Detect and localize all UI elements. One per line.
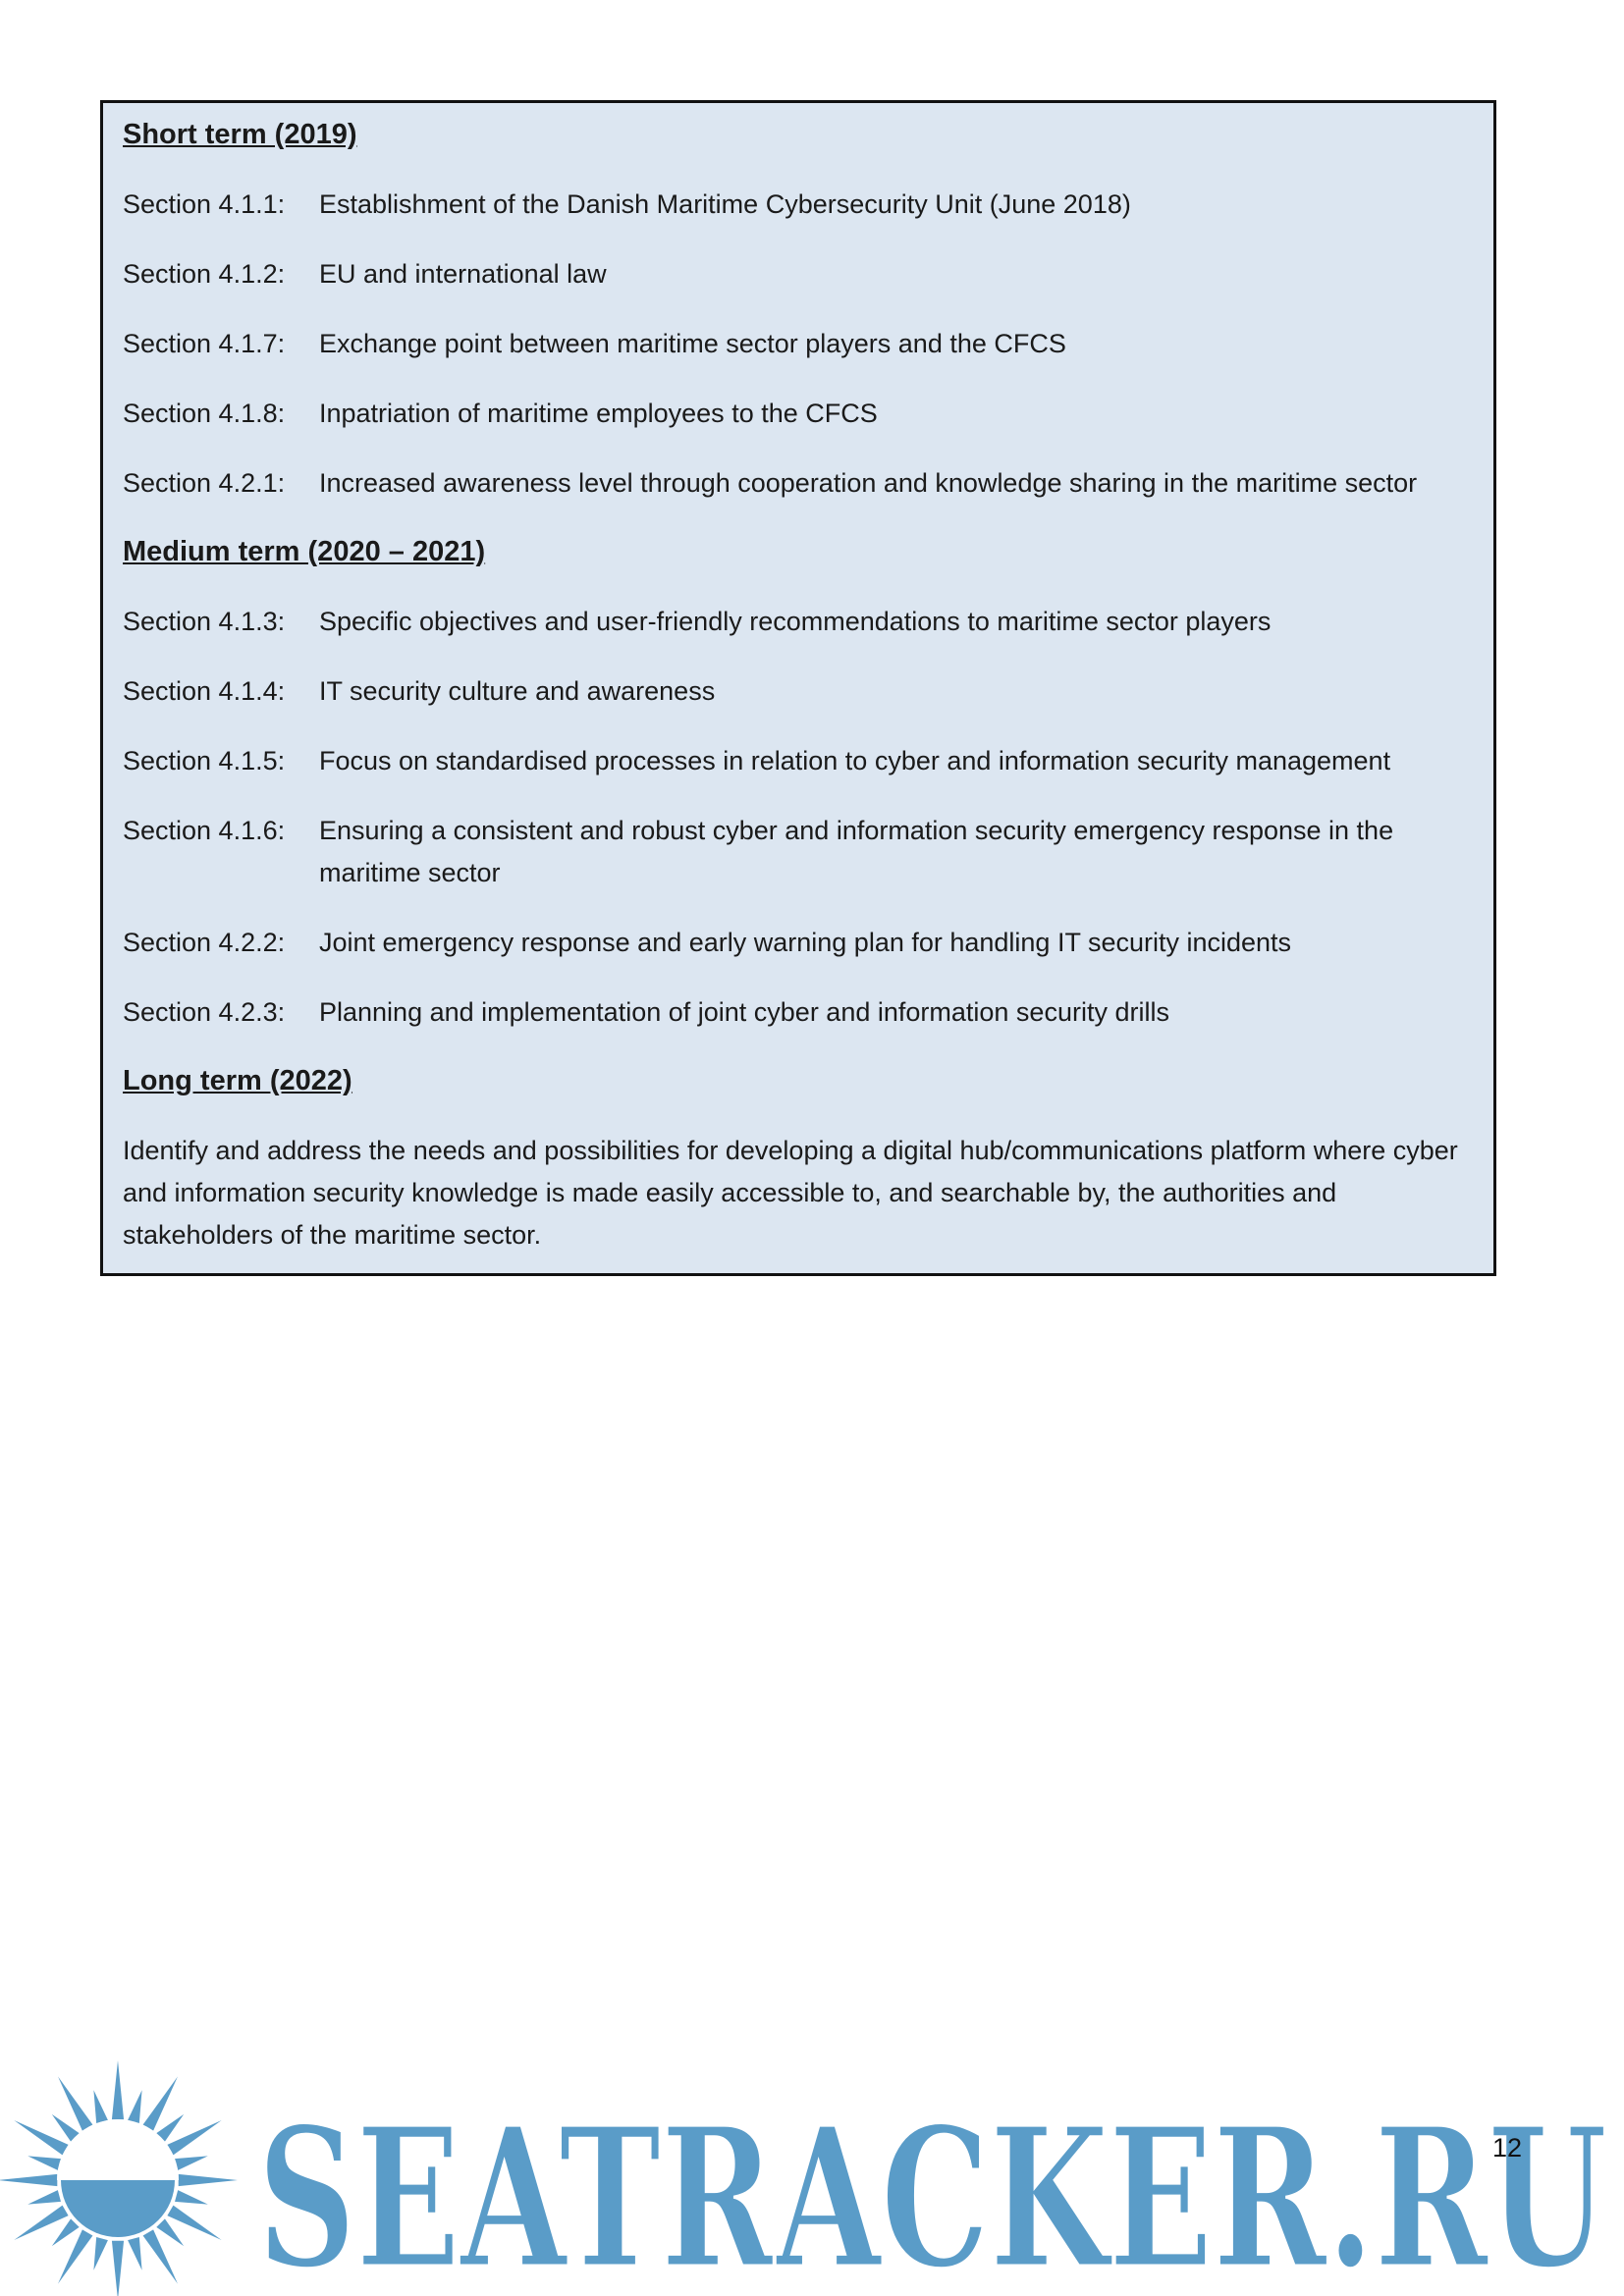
medium-term-item bbox=[123, 740, 1474, 782]
section-number: Section 4.1.8: bbox=[123, 399, 286, 428]
sun-ray bbox=[27, 2156, 61, 2169]
section-text: EU and international law bbox=[319, 259, 607, 289]
short-term-item bbox=[123, 393, 1474, 435]
section-number: Section 4.1.1: bbox=[123, 189, 286, 219]
medium-term-item bbox=[123, 670, 1474, 713]
sun-ray bbox=[156, 2218, 184, 2246]
section-text: Joint emergency response and early warning plan for handling IT security incidents bbox=[319, 928, 1292, 957]
long-term-paragraph: Identify and address the needs and possibilities for developing a digital hub/communications platform where cyber and information security knowledge is made easily accessible to, and searchable by, the authorities and stakeholders of the maritime sector. bbox=[123, 1136, 1458, 1250]
section-number: Section 4.1.5: bbox=[123, 746, 286, 775]
sun-ray bbox=[175, 2190, 208, 2204]
short-term-item bbox=[123, 462, 1474, 505]
medium-term-item bbox=[123, 810, 1474, 894]
sun-ray bbox=[175, 2156, 208, 2169]
sun-ray bbox=[112, 2241, 124, 2296]
section-text: Ensuring a consistent and robust cyber and information security emergency response in the maritime sector bbox=[319, 816, 1394, 887]
section-text: Exchange point between maritime sector players and the CFCS bbox=[319, 329, 1066, 358]
long-term-heading: Long term (2022) bbox=[123, 1065, 352, 1096]
sun-ray bbox=[128, 2090, 141, 2123]
sun-icon bbox=[0, 2060, 238, 2296]
short-term-item bbox=[123, 184, 1474, 226]
section-number: Section 4.1.4: bbox=[123, 676, 286, 706]
short-term-heading: Short term (2019) bbox=[123, 119, 357, 150]
section-text: Establishment of the Danish Maritime Cybersecurity Unit (June 2018) bbox=[319, 189, 1131, 219]
section-number: Section 4.1.3: bbox=[123, 607, 286, 636]
sun-ray bbox=[52, 2218, 80, 2246]
section-text: Increased awareness level through cooperation and knowledge sharing in the maritime sector bbox=[319, 468, 1418, 498]
medium-term-heading: Medium term (2020 – 2021) bbox=[123, 536, 486, 567]
sun-ray bbox=[93, 2090, 107, 2123]
section-text: Planning and implementation of joint cyber and information security drills bbox=[319, 997, 1169, 1027]
watermark-text-label: SEATRACKER.RU bbox=[257, 2086, 1607, 2296]
section-text: Inpatriation of maritime employees to the CFCS bbox=[319, 399, 878, 428]
section-text: IT security culture and awareness bbox=[319, 676, 716, 706]
section-number: Section 4.2.1: bbox=[123, 468, 286, 498]
section-number: Section 4.1.7: bbox=[123, 329, 286, 358]
medium-term-item bbox=[123, 991, 1474, 1034]
short-term-item bbox=[123, 253, 1474, 295]
sun-ray bbox=[112, 2060, 124, 2119]
section-text: Focus on standardised processes in relation to cyber and information security management bbox=[319, 746, 1391, 775]
section-number: Section 4.1.2: bbox=[123, 259, 286, 289]
page-number: 12 bbox=[1492, 2133, 1523, 2163]
medium-term-item bbox=[123, 922, 1474, 964]
seatracker-watermark bbox=[0, 2052, 1624, 2296]
medium-term-item bbox=[123, 601, 1474, 643]
sun-ray bbox=[128, 2237, 141, 2270]
section-text: Specific objectives and user-friendly recommendations to maritime sector players bbox=[319, 607, 1272, 636]
sun-ray bbox=[0, 2174, 57, 2186]
sun-ray bbox=[27, 2190, 61, 2204]
section-number: Section 4.1.6: bbox=[123, 816, 286, 845]
sun-ray bbox=[93, 2237, 107, 2270]
section-number: Section 4.2.2: bbox=[123, 928, 286, 957]
roadmap-box bbox=[100, 100, 1496, 1276]
sun-ray bbox=[179, 2174, 238, 2186]
section-number: Section 4.2.3: bbox=[123, 997, 286, 1027]
watermark-text bbox=[257, 2086, 1607, 2296]
short-term-item bbox=[123, 323, 1474, 365]
